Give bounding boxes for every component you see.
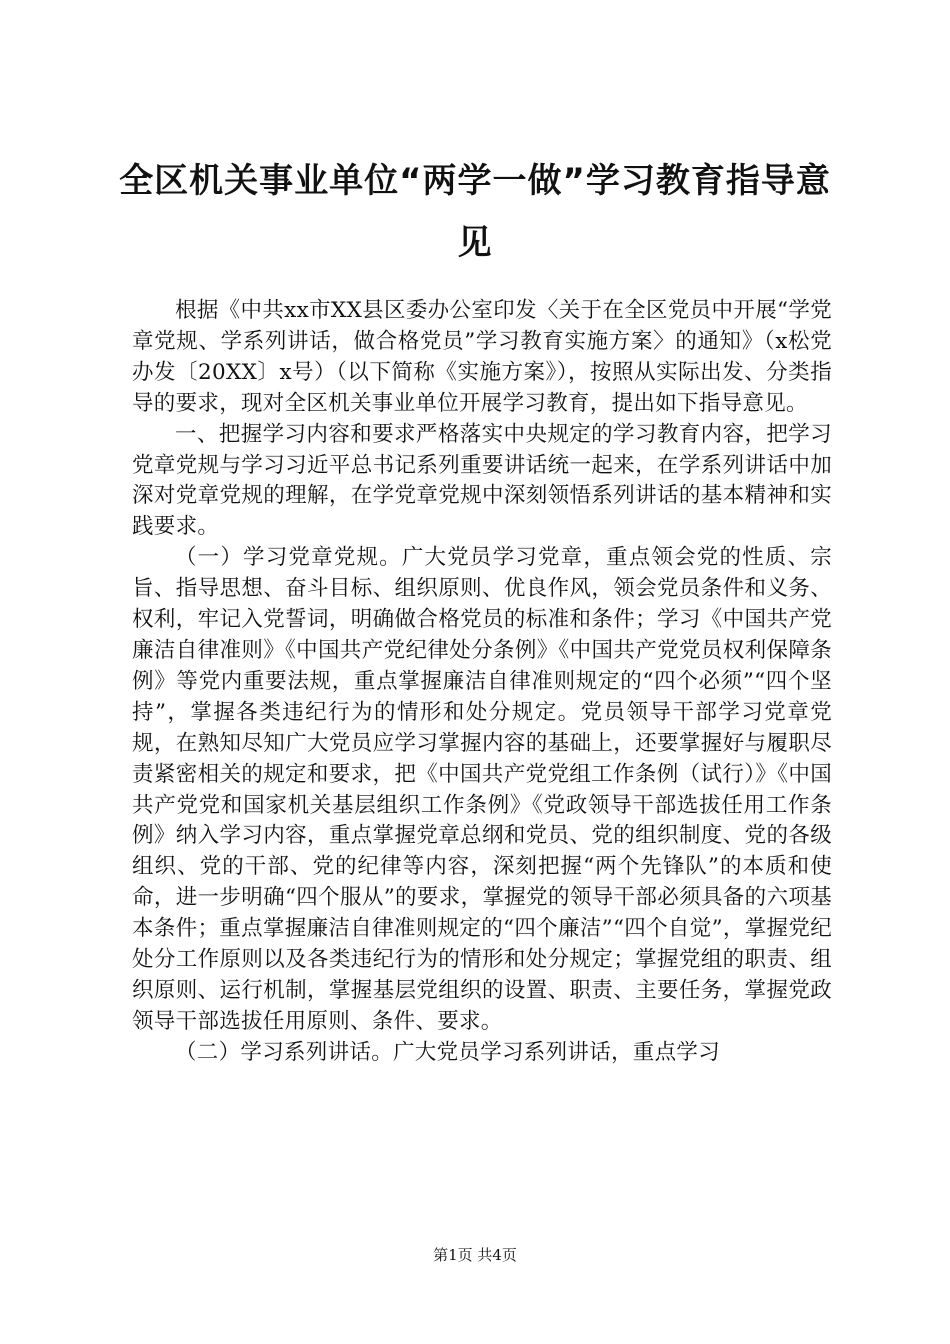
- document-title: 全区机关事业单位“两学一做”学习教育指导意见: [119, 161, 831, 263]
- page-footer: 第1页 共4页: [433, 1246, 517, 1264]
- paragraph-study-party-rules: （一）学习党章党规。广大党员学习党章，重点领会党的性质、宗旨、指导思想、奋斗目标、组织原则、优良作风，领会党员条件和义务、权利，牢记入党誓词，明确做合格党员的标准和条件；学习《中国共产党廉洁自律准则》《中国共产党纪律处分条例》《中国共产党党员权利保障条例》等党内重要法规，重点掌握廉洁自律准则规定的“四个必须”“四个坚持”，掌握各类违纪行为的情形和处分规定。党员领导干部学习党章党规，在熟知尽知广大党员应学习掌握内容的基础上，还要掌握好与履职尽责紧密相关的规定和要求，把《中国共产党党组工作条例（试行）》《中国共产党党和国家机关基层组织工作条例》《党政领导干部选拔任用工作条例》纳入学习内容，重点掌握党章总纲和党员、党的组织制度、党的各级组织、党的干部、党的纪律等内容，深刻把握“两个先锋队”的本质和使命，进一步明确“四个服从”的要求，掌握党的领导干部必须具备的六项基本条件；重点掌握廉洁自律准则规定的“四个廉洁”“四个自觉”，掌握党纪处分工作原则以及各类违纪行为的情形和处分规定；掌握党组的职责、组织原则、运行机制，掌握基层党组织的设置、职责、主要任务，掌握党政领导干部选拔任用原则、条件、要求。: [132, 545, 832, 1034]
- paragraph-section-1: 一、把握学习内容和要求严格落实中央规定的学习教育内容，把学习党章党规与学习习近平总书记系列重要讲话统一起来，在学系列讲话中加深对党章党规的理解，在学党章党规中深刻领悟系列讲话的基本精神和实践要求。: [132, 421, 832, 540]
- document-body: [132, 296, 832, 1069]
- paragraph-study-speeches: （二）学习系列讲话。广大党员学习系列讲话，重点学习: [175, 1039, 721, 1065]
- paragraph-intro: 根据《中共xx市XX县区委办公室印发〈关于在全区党员中开展“学党章党规、学系列讲话，做合格党员”学习教育实施方案〉的通知》（x松党办发〔20XX〕x号）（以下简称《实施方案》），按照从实际出发、分类指导的要求，现对全区机关事业单位开展学习教育，提出如下指导意见。: [132, 298, 832, 416]
